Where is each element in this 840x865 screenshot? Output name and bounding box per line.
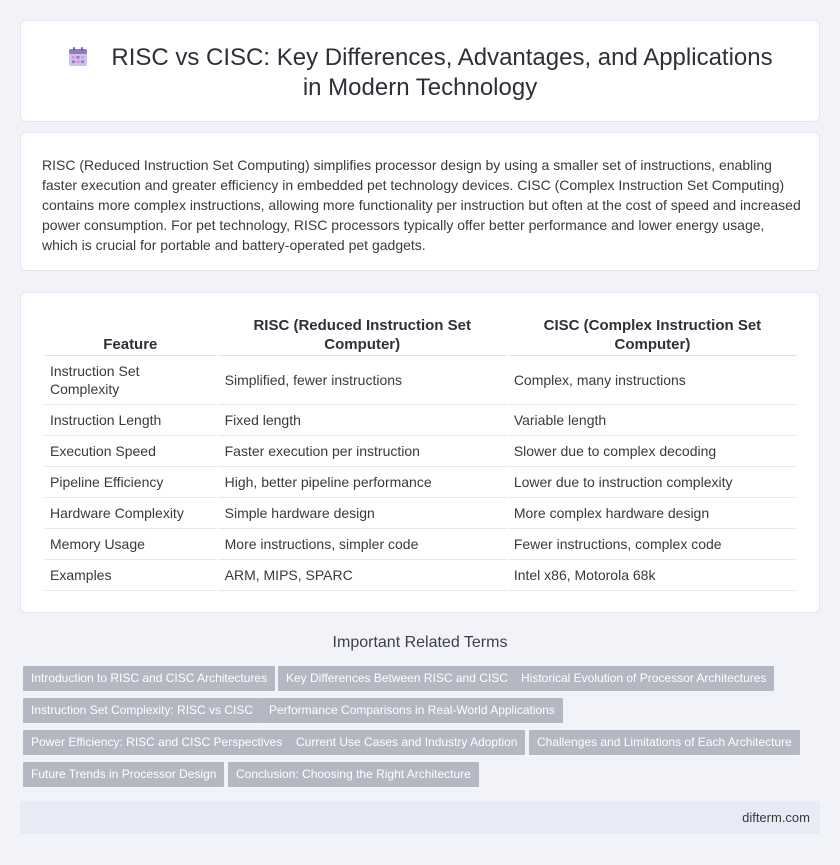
header-risc: RISC (Reduced Instruction Set Computer) (219, 311, 506, 356)
cell-cisc: Intel x86, Motorola 68k (508, 560, 797, 591)
related-tag[interactable]: Conclusion: Choosing the Right Architecture (228, 762, 479, 787)
related-tag[interactable]: Future Trends in Processor Design (23, 762, 224, 787)
cell-risc: More instructions, simpler code (219, 529, 506, 560)
cell-feature: Instruction Set Complexity (44, 356, 217, 405)
cell-feature: Examples (44, 560, 217, 591)
cell-feature: Hardware Complexity (44, 498, 217, 529)
table-row (44, 560, 797, 591)
related-terms-heading: Important Related Terms (332, 634, 508, 651)
related-tag[interactable]: Performance Comparisons in Real-World Applications (261, 698, 563, 723)
header-cisc: CISC (Complex Instruction Set Computer) (508, 311, 797, 356)
intro-paragraph: RISC (Reduced Instruction Set Computing) simplifies processor design by using a smaller set of instructions, enabling faster execution and greater efficiency in embedded pet technology devices. CISC (Complex Instruction Set Computing) contains more complex instructions, allowing more functionality per instruction but often at the cost of speed and increased power consumption. For pet technology, RISC processors typically offer better performance and lower energy usage, which is crucial for portable and battery-operated pet gadgets. (42, 157, 801, 253)
footer-bar (20, 801, 820, 834)
header-feature: Feature (44, 311, 217, 356)
title-card (20, 20, 820, 122)
cell-cisc: Slower due to complex decoding (508, 436, 797, 467)
table-row (44, 467, 797, 498)
cell-risc: Simple hardware design (219, 498, 506, 529)
footer-site-link[interactable]: difterm.com (742, 810, 810, 825)
page-title-wrap (21, 43, 819, 103)
cell-cisc: Complex, many instructions (508, 356, 797, 405)
comparison-table-card (20, 292, 820, 613)
table-row (44, 356, 797, 405)
cell-risc: Fixed length (219, 405, 506, 436)
cell-cisc: More complex hardware design (508, 498, 797, 529)
cell-cisc: Fewer instructions, complex code (508, 529, 797, 560)
cell-risc: Faster execution per instruction (219, 436, 506, 467)
table-row (44, 436, 797, 467)
cell-risc: Simplified, fewer instructions (219, 356, 506, 405)
comparison-table (42, 311, 799, 591)
table-row (44, 498, 797, 529)
related-tag[interactable]: Challenges and Limitations of Each Architecture (529, 730, 800, 755)
related-tag[interactable]: Instruction Set Complexity: RISC vs CISC (23, 698, 261, 723)
cell-feature: Pipeline Efficiency (44, 467, 217, 498)
calendar-icon (67, 46, 89, 68)
related-tag[interactable]: Historical Evolution of Processor Architectures (513, 666, 774, 691)
cell-cisc: Variable length (508, 405, 797, 436)
intro-card (20, 132, 820, 271)
cell-risc: ARM, MIPS, SPARC (219, 560, 506, 591)
table-row (44, 529, 797, 560)
related-tag[interactable]: Power Efficiency: RISC and CISC Perspectives (23, 730, 290, 755)
page-title: RISC vs CISC: Key Differences, Advantages, and Applications in Modern Technology (111, 44, 773, 101)
related-tag[interactable]: Key Differences Between RISC and CISC (278, 666, 516, 691)
table-row (44, 405, 797, 436)
cell-feature: Instruction Length (44, 405, 217, 436)
related-tag[interactable]: Introduction to RISC and CISC Architectures (23, 666, 275, 691)
cell-feature: Memory Usage (44, 529, 217, 560)
cell-cisc: Lower due to instruction complexity (508, 467, 797, 498)
cell-risc: High, better pipeline performance (219, 467, 506, 498)
cell-feature: Execution Speed (44, 436, 217, 467)
table-header-row (44, 311, 797, 356)
related-tag[interactable]: Current Use Cases and Industry Adoption (288, 730, 525, 755)
